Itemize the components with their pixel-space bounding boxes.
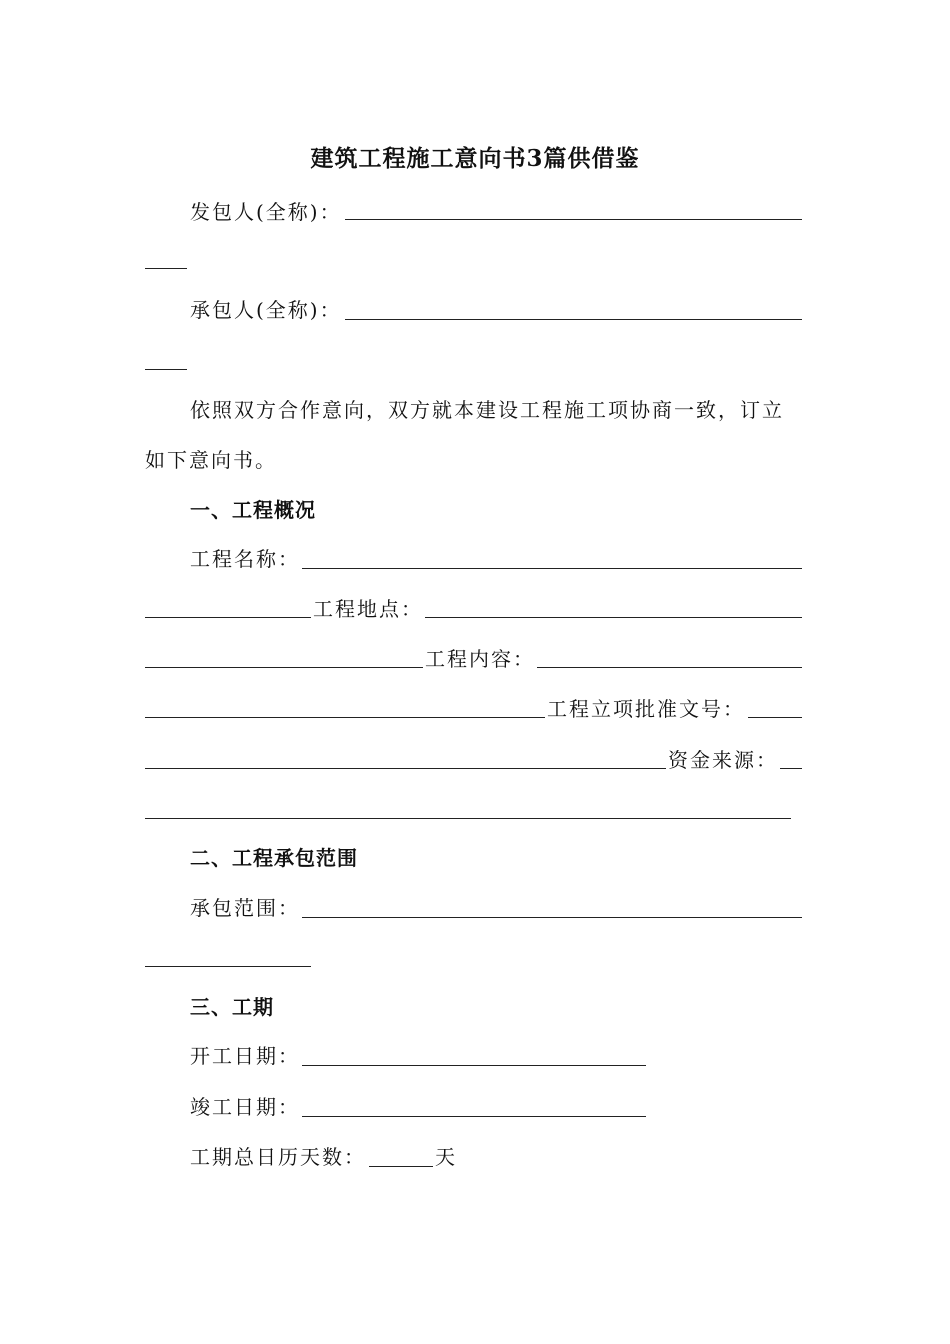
project-location-blank-continued[interactable] — [145, 667, 423, 668]
party-b-blank[interactable] — [345, 319, 802, 320]
section-heading-scope: 二、工程承包范围 — [190, 846, 358, 870]
project-name-blank[interactable] — [302, 568, 802, 569]
project-location-blank[interactable] — [425, 617, 802, 618]
project-content-label: 工程内容： — [425, 647, 535, 671]
party-b-blank-continued[interactable] — [145, 369, 187, 370]
project-name-label: 工程名称： — [190, 547, 300, 571]
section-heading-overview: 一、工程概况 — [190, 498, 316, 522]
total-days-blank[interactable] — [369, 1166, 433, 1167]
intro-paragraph-line2: 如下意向书。 — [145, 448, 277, 472]
scope-blank[interactable] — [302, 917, 802, 918]
finish-date-blank[interactable] — [302, 1116, 646, 1117]
project-content-blank[interactable] — [537, 667, 802, 668]
party-a-blank-continued[interactable] — [145, 268, 187, 269]
finish-date-label: 竣工日期： — [190, 1095, 300, 1119]
start-date-blank[interactable] — [302, 1065, 646, 1066]
scope-label: 承包范围： — [190, 896, 300, 920]
approval-number-blank-continued[interactable] — [145, 768, 666, 769]
project-location-label: 工程地点： — [313, 597, 423, 621]
intro-paragraph-line1: 依照双方合作意向，双方就本建设工程施工项协商一致，订立 — [190, 398, 784, 422]
funding-source-label: 资金来源： — [668, 748, 778, 772]
approval-number-label: 工程立项批准文号： — [547, 697, 745, 721]
total-days-unit: 天 — [435, 1145, 457, 1169]
party-a-label: 发包人(全称)： — [190, 200, 342, 224]
party-a-blank[interactable] — [345, 219, 802, 220]
total-days-label: 工期总日历天数： — [190, 1145, 366, 1169]
approval-number-blank[interactable] — [748, 717, 802, 718]
funding-source-blank[interactable] — [780, 768, 802, 769]
scope-blank-continued[interactable] — [145, 966, 311, 967]
start-date-label: 开工日期： — [190, 1044, 300, 1068]
funding-source-blank-continued[interactable] — [145, 818, 791, 819]
section-heading-duration: 三、工期 — [190, 995, 274, 1019]
party-b-label: 承包人(全称)： — [190, 298, 342, 322]
project-name-blank-continued[interactable] — [145, 617, 311, 618]
document-title: 建筑工程施工意向书3篇供借鉴 — [310, 145, 640, 172]
project-content-blank-continued[interactable] — [145, 717, 545, 718]
